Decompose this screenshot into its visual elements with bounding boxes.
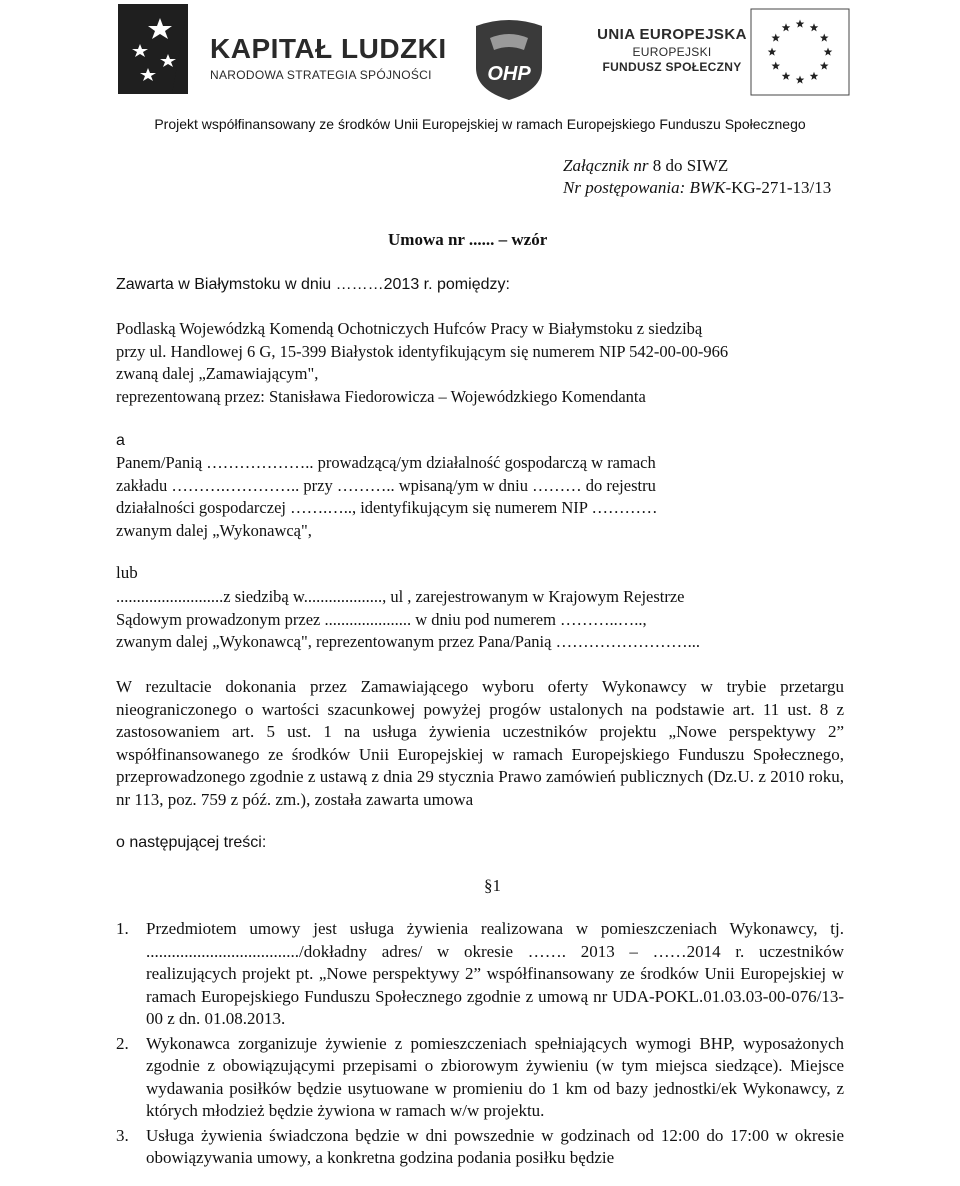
annex-line-2 <box>563 177 831 199</box>
recital-paragraph: W rezultacie dokonania przez Zamawiającego wyboru oferty Wykonawcy w trybie przetargu nieograniczonego o wartości szacunkowej powyżej progów ustalonych na podstawie art. 11 ust. 8 z zastosowaniem art. 5 ust. 1 na usługa żywienia uczestników projektu „Nowe perspektywy 2” współfinansowanego ze środków Unii Europejskiej w ramach Europejskiego Funduszu Społecznego, przeprowadzonego zgodnie z ustawą z dnia 29 stycznia Prawo zamówień publicznych (Dz.U. z 2010 roku, nr 113, poz. 759 z póź. zm.), została zawarta umowa <box>116 677 844 809</box>
eu-flag-icon <box>750 8 850 96</box>
party1-block <box>116 318 844 408</box>
header-logos <box>0 0 960 132</box>
annex-block <box>563 155 831 199</box>
party2a-line: Panem/Panią ……………….. prowadzącą/ym działalność gospodarczą w ramach <box>116 453 656 472</box>
terms-list <box>116 918 844 1172</box>
party1-line: przy ul. Handlowej 6 G, 15-399 Białystok identyfikującym się numerem NIP 542-00-00-966 <box>116 341 729 361</box>
party2b-line: ..........................z siedzibą w..................., ul , zarejestrowanym w Krajowym Rejestrze <box>116 587 685 606</box>
party2a-line: działalności gospodarczej …….….., identyfikującym się numerem NIP ………… <box>116 498 658 517</box>
or-word: lub <box>116 563 138 582</box>
list-item <box>116 1033 844 1123</box>
list-item-text: Przedmiotem umowy jest usługa żywienia realizowana w pomieszczeniach Wykonawcy, tj. ..................................../dokładny adres/ w okresie ……. 2013 – ……2014 r. uczestników realizujących projekt pt. „Nowe perspektywy 2” współfinansowany ze środków Unii Europejskiej w ramach Europejskiego Funduszu Społecznego zgodnie z umową nr UDA-POKL.01.03.03-00-076/13-00 z dn. 01.08.2013. <box>146 919 844 1028</box>
party1-line: reprezentowaną przez: Stanisława Fiedorowicza – Wojewódzkiego Komendanta <box>116 386 646 406</box>
annex-line-1 <box>563 155 831 177</box>
party1-line: zwaną dalej „Zamawiającym", <box>116 364 319 383</box>
kapital-ludzki-logo-icon <box>118 4 198 99</box>
party2a-line: zakładu ……….………….. przy ……….. wpisaną/ym w dniu ……… do rejestru <box>116 475 656 495</box>
list-item <box>116 1125 844 1170</box>
annex-line-1-rest: 8 do SIWZ <box>648 156 729 175</box>
annex-line-2-rest: -KG-271-13/13 <box>725 178 832 197</box>
ohp-label: OHP <box>487 63 531 85</box>
party2b-line: zwanym dalej „Wykonawcą", reprezentowanym przez Pana/Panią ……………………... <box>116 632 700 651</box>
document-title: Umowa nr ...... – wzór <box>388 230 548 249</box>
ue-line-1: UNIA EUROPEJSKA <box>597 26 747 43</box>
section-mark: §1 <box>484 876 501 895</box>
cofinancing-line: Projekt współfinansowany ze środków Unii Europejskiej w ramach Europejskiego Funduszu Społecznego <box>154 116 806 132</box>
kapital-ludzki-subtitle: NARODOWA STRATEGIA SPÓJNOŚCI <box>210 68 432 82</box>
list-item-text: Usługa żywienia świadczona będzie w dni powszednie w godzinach od 12:00 do 17:00 w okresie obowiązywania umowy, a konkretna godzina podania posiłku będzie <box>146 1125 844 1167</box>
party1-line: Podlaską Wojewódzką Komendą Ochotniczych Hufców Pracy w Białymstoku z siedzibą <box>116 319 703 338</box>
ohp-logo-icon <box>470 16 548 102</box>
list-item <box>116 918 844 1031</box>
ue-text-block <box>588 26 756 75</box>
party2b-block <box>116 586 844 654</box>
list-item-text: Wykonawca zorganizuje żywienie z pomieszczeniach spełniających wymogi BHP, wyposażonych zgodnie z obowiązującymi przepisami o zbiorowym żywieniu (w tym miejsca siedzące). Miejsce wydawania posiłków będzie usytuowane w promieniu do 1 km od bazy jednostki/ek Wykonawcy, z których młodzież będzie żywiona w ramach w/w projektu. <box>146 1033 844 1120</box>
annex-line-1-italic: Załącznik nr <box>563 156 649 175</box>
party2a-block <box>116 452 844 542</box>
party2b-line: Sądowym prowadzonym przez ..................... w dniu pod numerem ………..….., <box>116 609 647 629</box>
party2a-line: zwanym dalej „Wykonawcą", <box>116 520 312 540</box>
kapital-ludzki-title: KAPITAŁ LUDZKI <box>210 33 447 64</box>
list-item-number: 1. <box>116 919 129 938</box>
intro-line: Zawarta w Białymstoku w dniu ………2013 r. pomiędzy: <box>116 276 510 293</box>
and-word: a <box>116 432 125 449</box>
list-item-number: 3. <box>116 1125 129 1145</box>
recital-end: o następującej treści: <box>116 834 267 851</box>
ue-line-2: EUROPEJSKI <box>632 44 712 59</box>
annex-line-2-italic: Nr postępowania: BWK <box>563 178 726 197</box>
list-item-number: 2. <box>116 1033 129 1053</box>
ue-line-3: FUNDUSZ SPOŁECZNY <box>602 59 742 74</box>
